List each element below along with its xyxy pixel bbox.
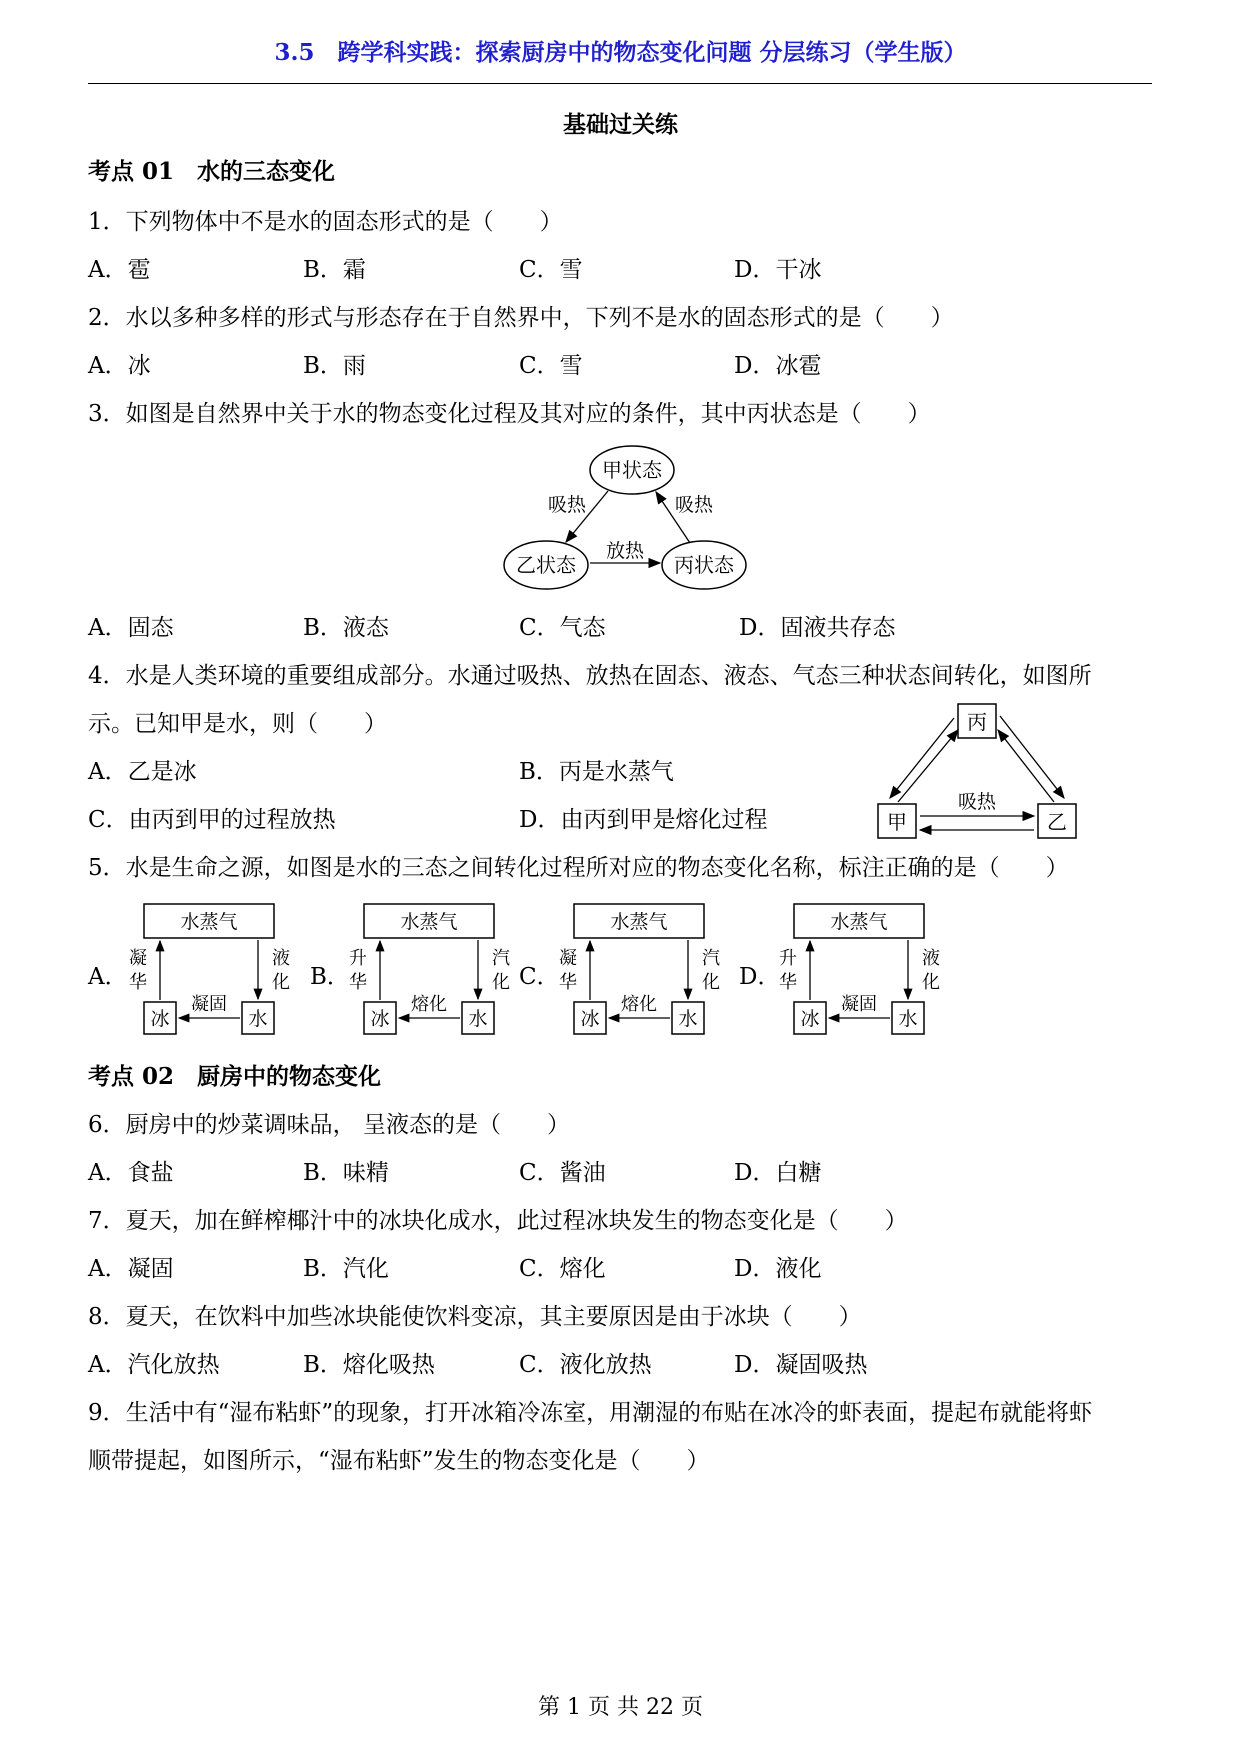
right-label-1: 液	[922, 948, 940, 969]
q6-option-a: A．食盐	[88, 1160, 174, 1186]
q1-option-d: D．干冰	[734, 257, 822, 283]
q5-option-b-letter: B．	[310, 964, 350, 990]
question-1-stem: 1．下列物体中不是水的固态形式的是（ ）	[88, 209, 563, 235]
q4-option-d: D．由丙到甲是熔化过程	[519, 807, 768, 833]
q3-option-d: D．固液共存态	[739, 615, 896, 641]
q3-option-b: B．液态	[303, 615, 389, 641]
water-label: 水	[678, 1008, 698, 1030]
left-label-2: 华	[349, 972, 367, 993]
q5-diagram-a	[129, 900, 290, 1040]
question-7-stem: 7．夏天，加在鲜榨椰汁中的冰块化成水，此过程冰块发生的物态变化是（ ）	[88, 1208, 908, 1234]
question-6-stem: 6．厨房中的炒菜调味品， 呈液态的是（ ）	[88, 1112, 570, 1138]
q3-option-a: A．固态	[88, 615, 174, 641]
vapor-label: 水蒸气	[830, 911, 888, 933]
left-label-1: 凝	[129, 948, 147, 969]
q3-right-label: 丙状态	[674, 553, 734, 577]
q5-option-c-letter: C．	[519, 964, 560, 990]
q4-option-a: A．乙是冰	[88, 759, 197, 785]
q2-option-c: C．雪	[519, 353, 583, 379]
q7-option-c: C．熔化	[519, 1256, 606, 1282]
vapor-label: 水蒸气	[400, 911, 458, 933]
header-divider	[88, 83, 1152, 84]
q4-arrow-top-to-right	[1000, 716, 1064, 798]
bottom-label: 熔化	[621, 994, 657, 1015]
ice-label: 冰	[150, 1008, 170, 1030]
q8-option-c: C．液化放热	[519, 1352, 652, 1378]
question-4-stem-line2: 示。已知甲是水，则（ ）	[88, 711, 387, 737]
q5-option-a-letter: A．	[88, 964, 128, 990]
right-label-1: 汽	[492, 948, 510, 969]
q8-option-d: D．凝固吸热	[734, 1352, 868, 1378]
question-8-stem: 8．夏天，在饮料中加些冰块能使饮料变凉，其主要原因是由于冰块（ ）	[88, 1304, 862, 1330]
question-9-stem-line2: 顺带提起，如图所示，“湿布粘虾”发生的物态变化是（ ）	[88, 1448, 710, 1474]
left-label-2: 华	[779, 972, 797, 993]
bottom-label: 凝固	[191, 994, 227, 1015]
question-2-stem: 2．水以多种多样的形式与形态存在于自然界中，下列不是水的固态形式的是（ ）	[88, 305, 954, 331]
q3-state-diagram	[500, 440, 760, 600]
q4-left-label: 甲	[887, 810, 907, 834]
q8-option-a: A．汽化放热	[88, 1352, 220, 1378]
left-label-1: 凝	[559, 948, 577, 969]
bottom-label: 凝固	[841, 994, 877, 1015]
left-label-1: 升	[779, 948, 797, 969]
q2-option-a: A．冰	[88, 353, 151, 379]
left-label-2: 华	[559, 972, 577, 993]
q4-state-diagram	[870, 692, 1080, 842]
q4-bottom-arrow-label: 吸热	[957, 791, 997, 813]
q7-option-a: A．凝固	[88, 1256, 174, 1282]
q6-option-c: C．酱油	[519, 1160, 606, 1186]
left-label-1: 升	[349, 948, 367, 969]
q4-arrow-top-to-left	[890, 718, 954, 798]
right-label-1: 汽	[702, 948, 720, 969]
q6-option-d: D．白糖	[734, 1160, 822, 1186]
q5-option-d-letter: D．	[739, 964, 781, 990]
water-label: 水	[468, 1008, 488, 1030]
q7-option-d: D．液化	[734, 1256, 822, 1282]
question-9-stem-line1: 9．生活中有“湿布粘虾”的现象，打开冰箱冷冻室，用潮湿的布贴在冰冷的虾表面，提起布就能将虾	[88, 1400, 1093, 1426]
q1-option-c: C．雪	[519, 257, 583, 283]
q5-diagram-d	[779, 900, 940, 1040]
q5-diagram-c	[559, 900, 720, 1040]
q2-option-b: B．雨	[303, 353, 366, 379]
q2-option-d: D．冰雹	[734, 353, 822, 379]
question-4-stem-line1: 4．水是人类环境的重要组成部分。水通过吸热、放热在固态、液态、气态三种状态间转化，如图所	[88, 663, 1092, 689]
knowledge-point-2: 考点 02 厨房中的物态变化	[88, 1063, 382, 1090]
q3-right-arrow-label: 吸热	[674, 494, 714, 516]
q4-right-label: 乙	[1047, 810, 1067, 834]
q3-option-c: C．气态	[519, 615, 606, 641]
ice-label: 冰	[800, 1008, 820, 1030]
right-label-2: 化	[272, 972, 290, 993]
document-header: 3.5 跨学科实践：探索厨房中的物态变化问题 分层练习（学生版）	[274, 39, 967, 66]
q6-option-b: B．味精	[303, 1160, 389, 1186]
q4-option-b: B．丙是水蒸气	[519, 759, 674, 785]
vapor-label: 水蒸气	[180, 911, 238, 933]
water-label: 水	[248, 1008, 268, 1030]
right-label-2: 化	[492, 972, 510, 993]
q4-top-label: 丙	[967, 710, 987, 734]
ice-label: 冰	[370, 1008, 390, 1030]
ice-label: 冰	[580, 1008, 600, 1030]
right-label-1: 液	[272, 948, 290, 969]
right-label-2: 化	[702, 972, 720, 993]
page-footer: 第 1 页 共 22 页	[538, 1695, 703, 1720]
q4-arrow-right-to-top	[998, 730, 1054, 802]
q3-top-label: 甲状态	[602, 458, 662, 482]
q3-left-arrow-label: 吸热	[547, 494, 587, 516]
knowledge-point-1: 考点 01 水的三态变化	[88, 158, 336, 185]
section-title: 基础过关练	[563, 111, 678, 138]
q4-arrow-left-to-top	[898, 730, 958, 802]
question-3-stem: 3．如图是自然界中关于水的物态变化过程及其对应的条件，其中丙状态是（ ）	[88, 401, 931, 427]
q3-bottom-arrow-label: 放热	[605, 540, 645, 562]
q8-option-b: B．熔化吸热	[303, 1352, 435, 1378]
question-5-stem: 5．水是生命之源，如图是水的三态之间转化过程所对应的物态变化名称，标注正确的是（ ）	[88, 855, 1069, 881]
bottom-label: 熔化	[411, 994, 447, 1015]
q5-diagram-b	[349, 900, 510, 1040]
q1-option-b: B．霜	[303, 257, 366, 283]
q3-left-label: 乙状态	[516, 553, 576, 577]
q7-option-b: B．汽化	[303, 1256, 389, 1282]
right-label-2: 化	[922, 972, 940, 993]
q1-option-a: A．雹	[88, 257, 151, 283]
left-label-2: 华	[129, 972, 147, 993]
water-label: 水	[898, 1008, 918, 1030]
vapor-label: 水蒸气	[610, 911, 668, 933]
q4-option-c: C．由丙到甲的过程放热	[88, 807, 336, 833]
